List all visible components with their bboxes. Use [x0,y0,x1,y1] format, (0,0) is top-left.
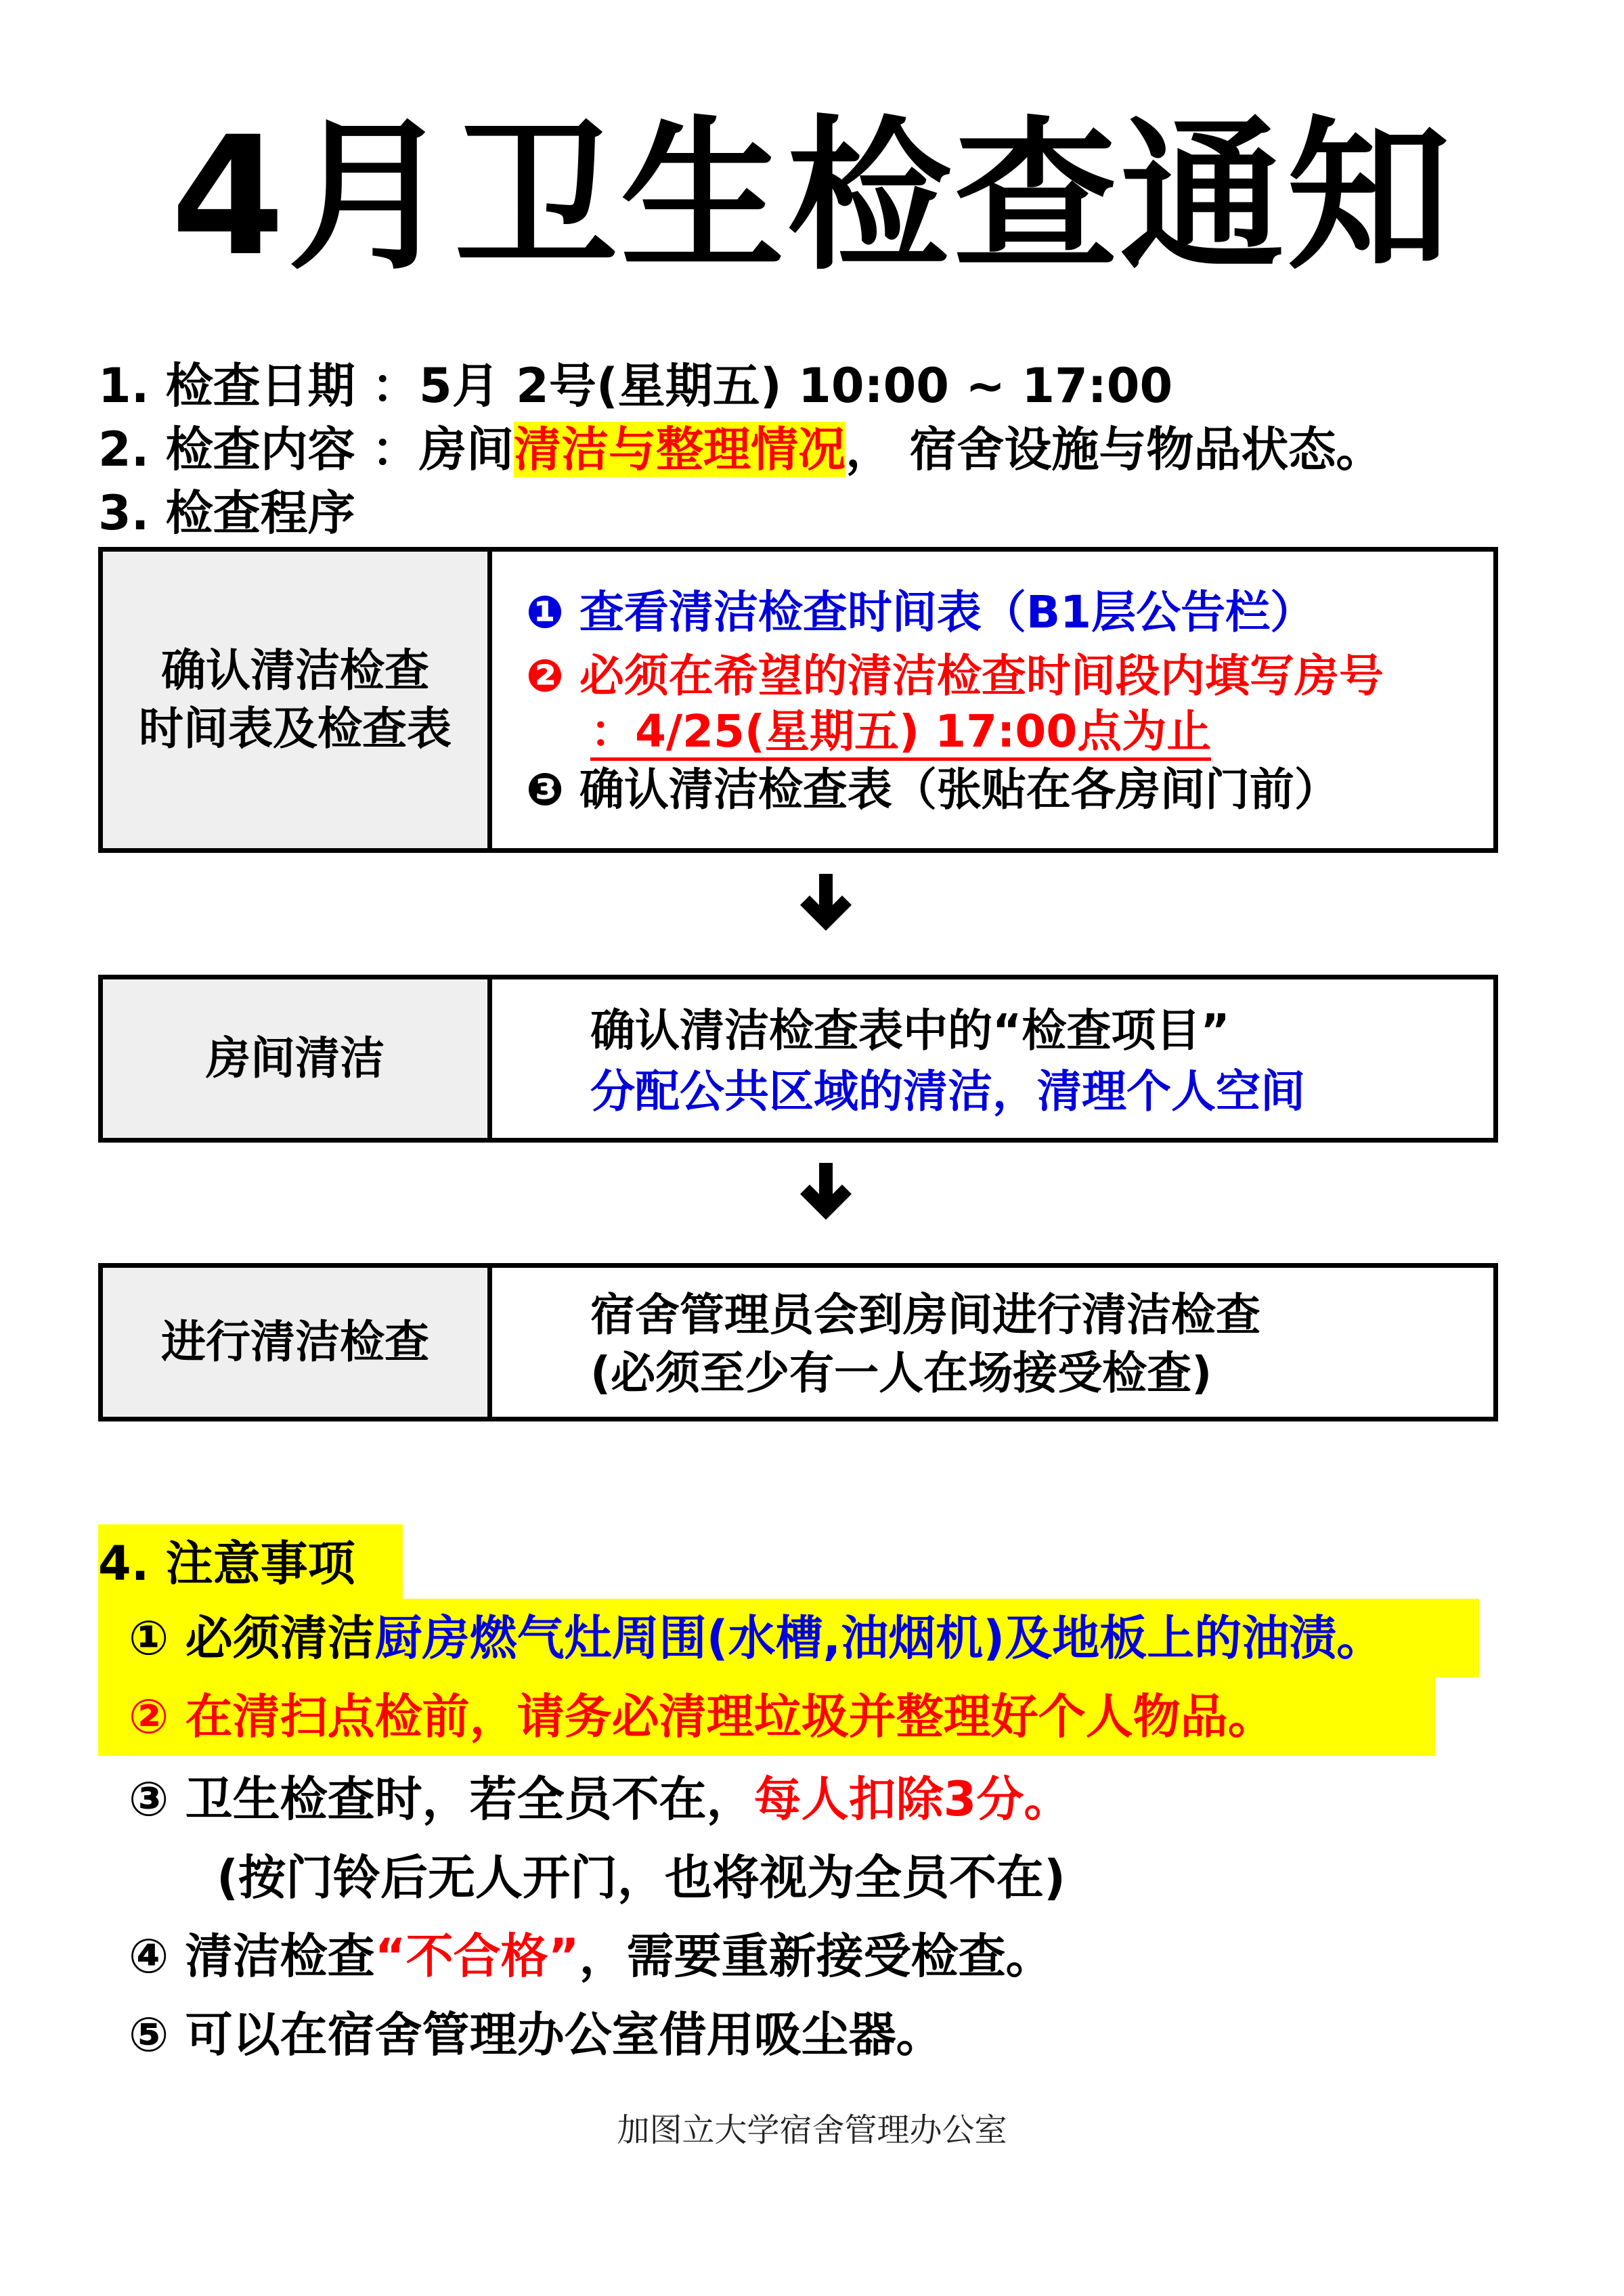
item-procedure: 3. 检查程序 [98,485,355,541]
note-3 [129,1771,1071,1828]
step-box-2 [98,975,1498,1143]
note-5: ⑤ 可以在宿舍管理办公室借用吸尘器。 [129,2007,944,2062]
arrow-down-icon [792,1157,860,1225]
footer-office: 加图立大学宿舍管理办公室 [617,2111,1007,2149]
page-title: 4月卫生检查通知 [171,102,1453,292]
note-1-blue: 厨房燃气灶周围(水槽,油烟机)及地板上的油渍。 [374,1610,1384,1666]
step-1-detail-1: ❶ 查看清洁检查时间表（B1层公告栏） [526,586,1315,638]
arrow-down-icon [792,868,860,936]
step-2-label: 房间清洁 [103,979,492,1138]
step-1-detail-3 [590,705,1211,758]
step-1-label [103,552,492,848]
step-2-detail-1: 确认清洁检查表中的“检查项目” [590,1005,1230,1057]
step-2-detail-2: 分配公共区域的清洁，清理个人空间 [590,1065,1305,1118]
step-1-label-line1: 确认清洁检查 [161,644,429,697]
note-3-sub: (按门铃后无人开门，也将视为全员不在) [217,1850,1066,1905]
note-1 [129,1610,1384,1666]
step-3-details [492,1268,1493,1417]
note-3-prefix: ③ 卫生检查时，若全员不在， [129,1771,754,1827]
step-1-detail-4: ❸ 确认清洁检查表（张贴在各房间门前） [526,764,1339,816]
note-4 [129,1928,1053,1985]
step-2-details [492,979,1493,1138]
step-1-deadline: ：4/25(星期五) 17:00点为止 [590,705,1211,761]
note-1-prefix: ① 必须清洁 [129,1610,375,1666]
note-2: ② 在清扫点检前，请务必清理垃圾并整理好个人物品。 [129,1689,1275,1744]
step-1-detail-2: ❷ 必须在希望的清洁检查时间段内填写房号 [526,650,1384,702]
note-4-prefix: ④ 清洁检查 [129,1928,375,1984]
note-4-red: “不合格” [374,1928,579,1984]
step-3-detail-2: (必须至少有一人在场接受检查) [590,1347,1212,1399]
item-date: 1. 检查日期 ：5月 2号(星期五) 10:00 ~ 17:00 [98,358,1173,414]
notes-heading: 4. 注意事项 [98,1536,355,1591]
step-box-3 [98,1263,1498,1421]
note-3-red: 每人扣除3分。 [753,1771,1072,1827]
item-content-highlight: 清洁与整理情况 [514,422,846,477]
note-4-suffix: ，需要重新接受检查。 [579,1928,1053,1984]
item-content-suffix: ， 宿舍设施与物品状态。 [846,422,1384,477]
item-content-prefix: 2. 检查内容 ：房间 [98,422,514,477]
step-1-details [492,552,1493,848]
step-box-1 [98,547,1498,853]
step-1-label-line2: 时间表及检查表 [139,703,452,755]
item-content [98,421,1383,478]
step-3-detail-1: 宿舍管理员会到房间进行清洁检查 [590,1289,1260,1341]
step-3-label: 进行清洁检查 [103,1268,492,1417]
